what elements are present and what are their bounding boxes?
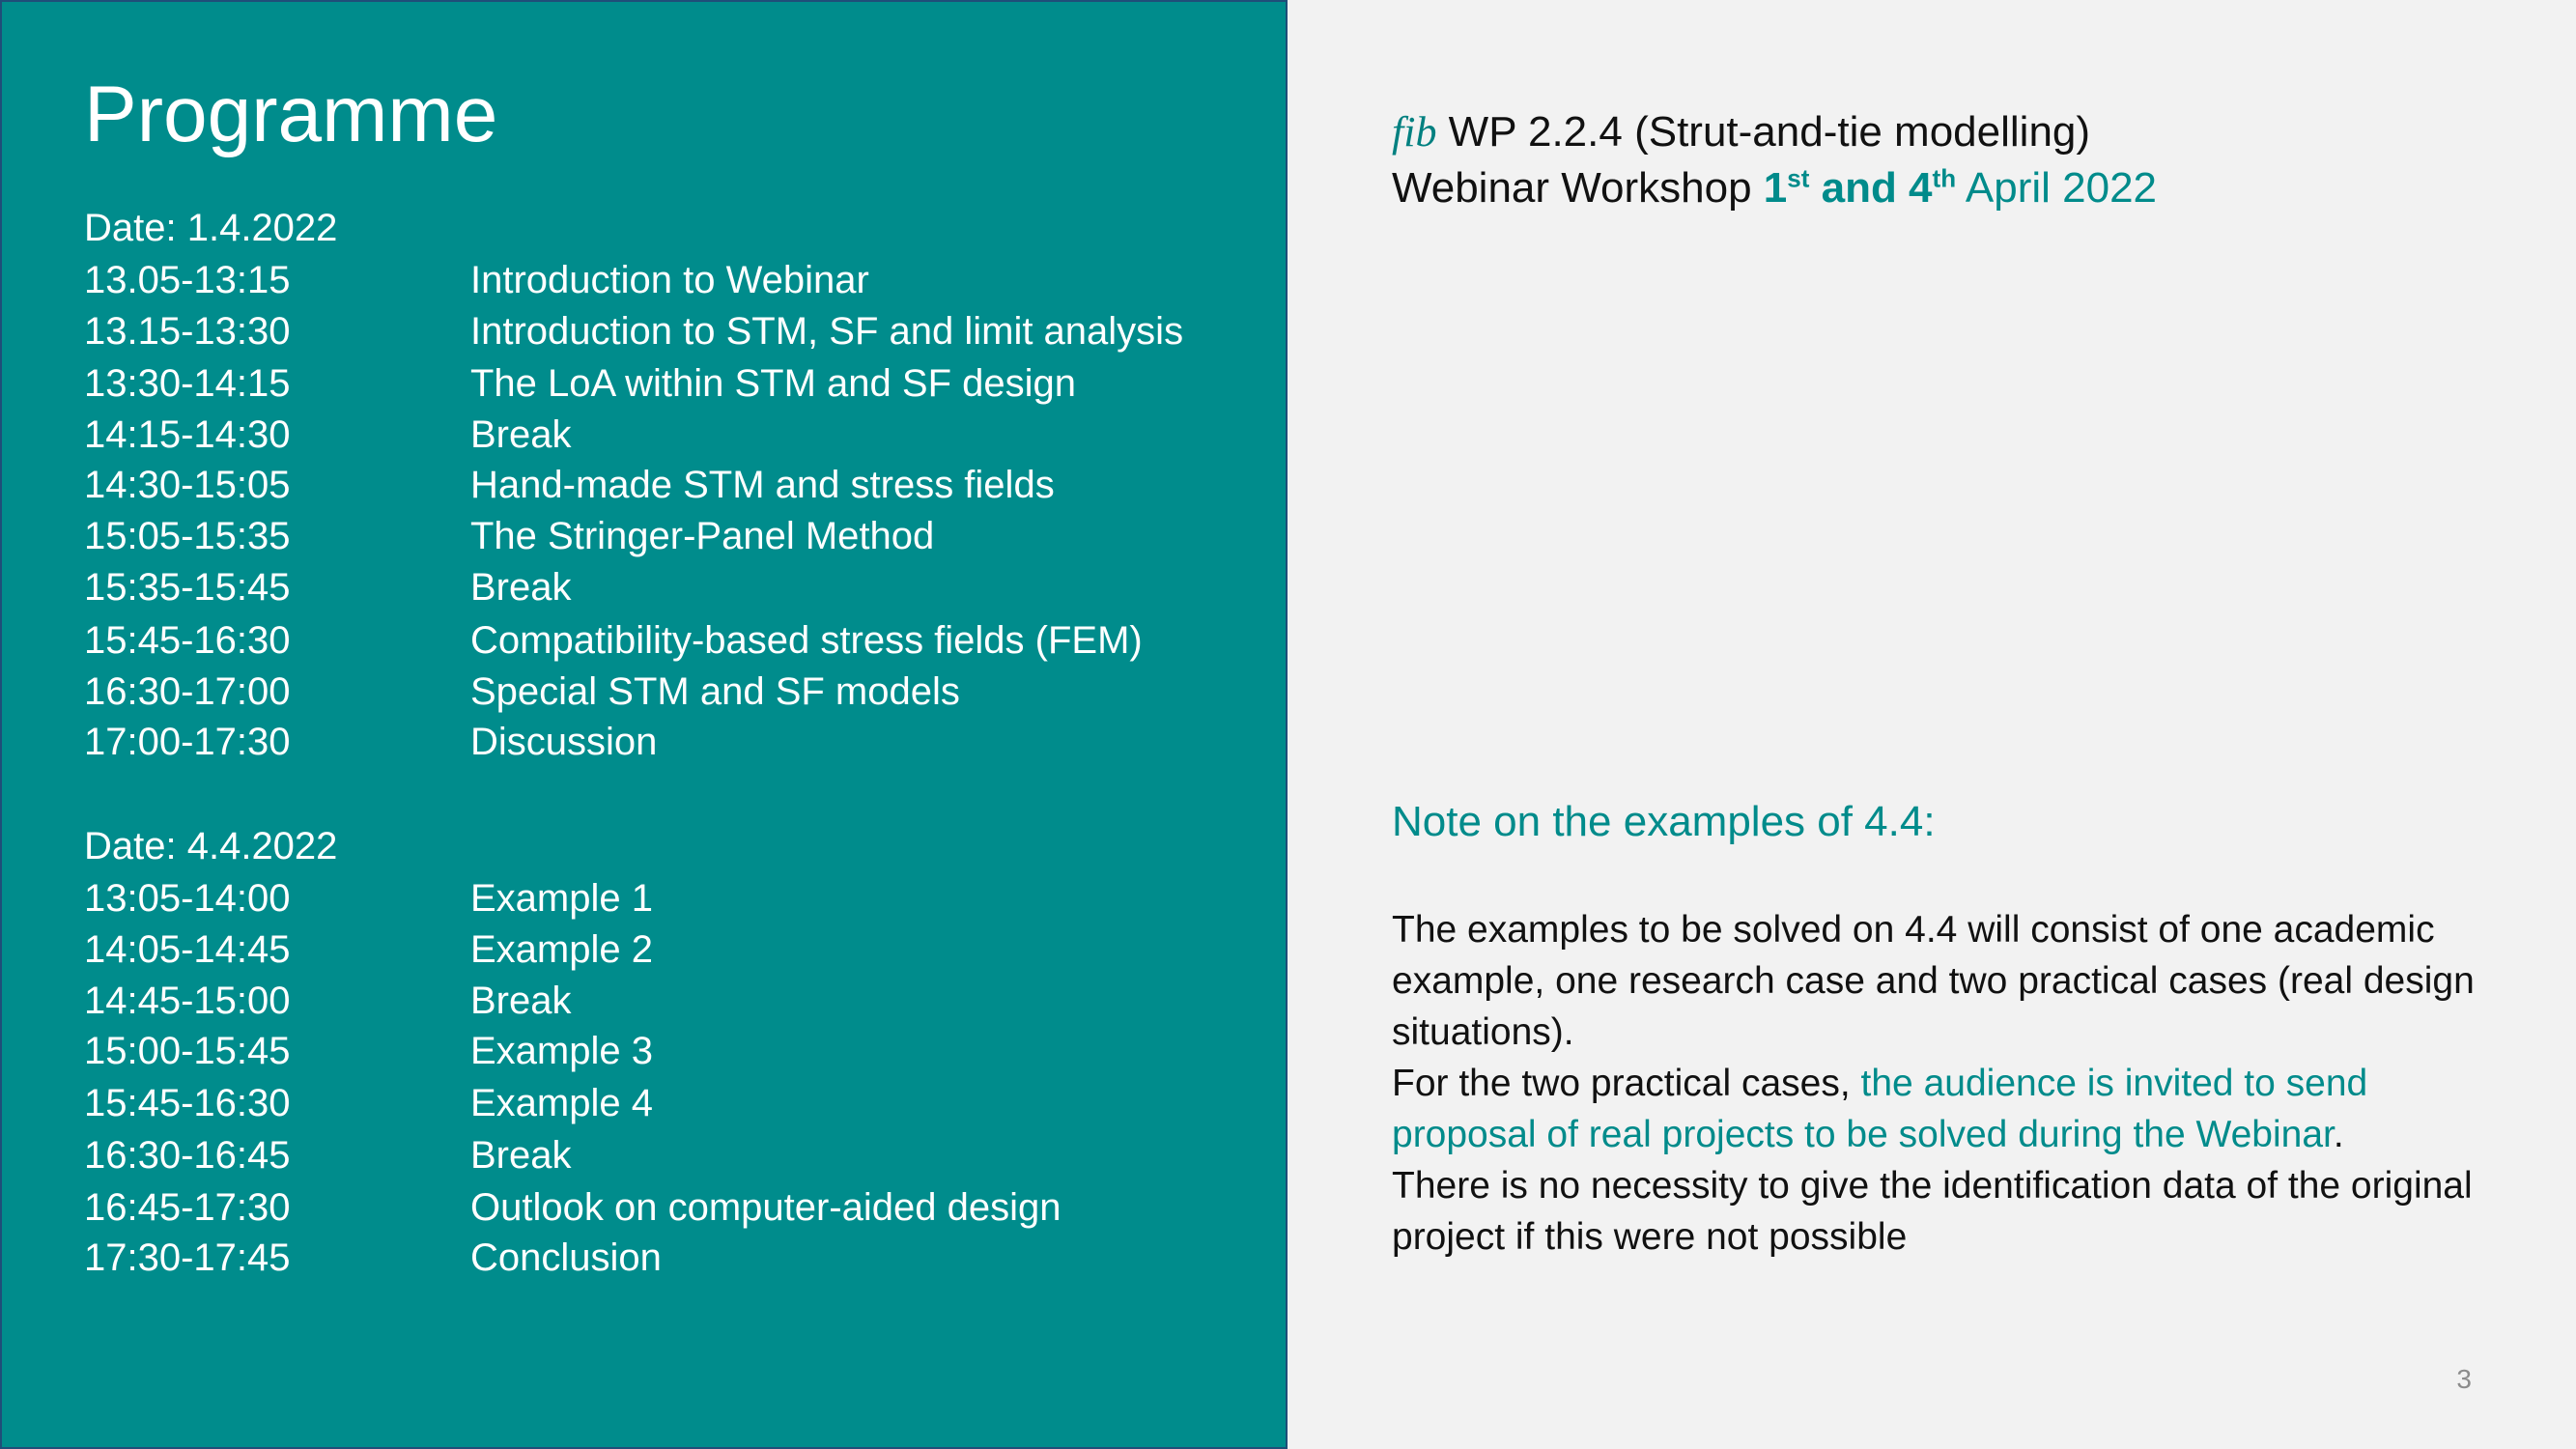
schedule-time: 17:30-17:45 xyxy=(84,1236,291,1279)
schedule-row xyxy=(84,615,1243,667)
schedule-row xyxy=(84,1182,1243,1234)
schedule-description: Example 4 xyxy=(470,1082,653,1124)
page-number: 3 xyxy=(2456,1364,2472,1394)
note-paragraph-2 xyxy=(1392,1058,2503,1160)
schedule-row xyxy=(84,1026,1243,1077)
schedule-time: 13:30-14:15 xyxy=(84,362,291,405)
heading-line-2 xyxy=(1392,160,2157,216)
note-paragraph-1: The examples to be solved on 4.4 will consist of one academic example, one research case and two practical cases (real design situations). xyxy=(1392,909,2475,1053)
schedule-time: 16:30-17:00 xyxy=(84,670,291,713)
schedule-description: Example 1 xyxy=(470,877,653,920)
schedule-row xyxy=(84,1078,1243,1129)
schedule-time: 15:05-15:35 xyxy=(84,515,291,557)
schedule-time: 14:45-15:00 xyxy=(84,980,291,1022)
schedule-description: Outlook on computer-aided design xyxy=(470,1186,1062,1229)
schedule-time: 13.15-13:30 xyxy=(84,310,291,353)
schedule-time: 15:45-16:30 xyxy=(84,619,291,662)
heading-month-year: April 2022 xyxy=(1956,164,2158,212)
note-p2-highlight: the audience is invited to send proposal of real projects to be solved during the Webinar xyxy=(1392,1063,2368,1155)
schedule-row xyxy=(84,717,1243,768)
note-title: Note on the examples of 4.4: xyxy=(1392,798,1936,845)
schedule-time: 14:05-14:45 xyxy=(84,928,291,971)
day2-date-label: Date: 4.4.2022 xyxy=(84,825,338,867)
schedule-time: 16:45-17:30 xyxy=(84,1186,291,1229)
schedule-description: Introduction to STM, SF and limit analysis xyxy=(470,310,1184,353)
heading-day2: and 4 xyxy=(1809,164,1933,212)
workshop-heading xyxy=(1392,104,2157,216)
schedule-description: Hand-made STM and stress fields xyxy=(470,464,1055,506)
note-p2-prefix: For the two practical cases, xyxy=(1392,1063,1861,1104)
note-p2-suffix: . xyxy=(2333,1114,2344,1155)
schedule-row xyxy=(84,1233,1243,1284)
schedule-time: 13:05-14:00 xyxy=(84,877,291,920)
schedule-description: The LoA within STM and SF design xyxy=(470,362,1076,405)
schedule-description: Break xyxy=(470,413,572,456)
heading-line-1 xyxy=(1392,104,2157,160)
note-body xyxy=(1392,904,2503,1263)
schedule-description: Example 2 xyxy=(470,928,653,971)
schedule-row xyxy=(84,1130,1243,1181)
schedule-row xyxy=(84,976,1243,1027)
heading-day1: 1 xyxy=(1763,164,1788,212)
schedule-description: Special STM and SF models xyxy=(470,670,960,713)
schedule-description: The Stringer-Panel Method xyxy=(470,515,935,557)
schedule-time: 15:45-16:30 xyxy=(84,1082,291,1124)
schedule-row xyxy=(84,255,1243,306)
schedule-description: Break xyxy=(470,980,572,1022)
schedule-row xyxy=(84,460,1243,511)
schedule-row xyxy=(84,358,1243,410)
heading-day1-suffix: st xyxy=(1787,163,1810,193)
programme-title: Programme xyxy=(84,71,498,158)
schedule-time: 13.05-13:15 xyxy=(84,259,291,301)
schedule-description: Conclusion xyxy=(470,1236,662,1279)
schedule-time: 16:30-16:45 xyxy=(84,1134,291,1177)
schedule-time: 15:00-15:45 xyxy=(84,1030,291,1072)
schedule-time: 14:30-15:05 xyxy=(84,464,291,506)
schedule-description: Introduction to Webinar xyxy=(470,259,869,301)
schedule-row xyxy=(84,873,1243,924)
schedule-row xyxy=(84,667,1243,718)
fib-logo-text: fib xyxy=(1392,108,1437,156)
schedule-row xyxy=(84,511,1243,562)
schedule-description: Break xyxy=(470,566,572,609)
schedule-description: Discussion xyxy=(470,721,658,763)
schedule-row xyxy=(84,410,1243,461)
schedule-description: Break xyxy=(470,1134,572,1177)
info-panel xyxy=(1288,0,2576,1449)
schedule-time: 17:00-17:30 xyxy=(84,721,291,763)
schedule-time: 14:15-14:30 xyxy=(84,413,291,456)
schedule-description: Compatibility-based stress fields (FEM) xyxy=(470,619,1143,662)
heading-day2-suffix: th xyxy=(1932,163,1957,193)
schedule-row xyxy=(84,924,1243,976)
schedule-time: 15:35-15:45 xyxy=(84,566,291,609)
schedule-row xyxy=(84,562,1243,613)
heading-workshop-label: Webinar Workshop xyxy=(1392,164,1764,212)
schedule-description: Example 3 xyxy=(470,1030,653,1072)
schedule-row xyxy=(84,306,1243,357)
heading-wp-title: WP 2.2.4 (Strut-and-tie modelling) xyxy=(1436,108,2091,156)
day1-date-label: Date: 1.4.2022 xyxy=(84,207,338,249)
note-paragraph-3: There is no necessity to give the identification data of the original project if this were not possible xyxy=(1392,1165,2473,1258)
